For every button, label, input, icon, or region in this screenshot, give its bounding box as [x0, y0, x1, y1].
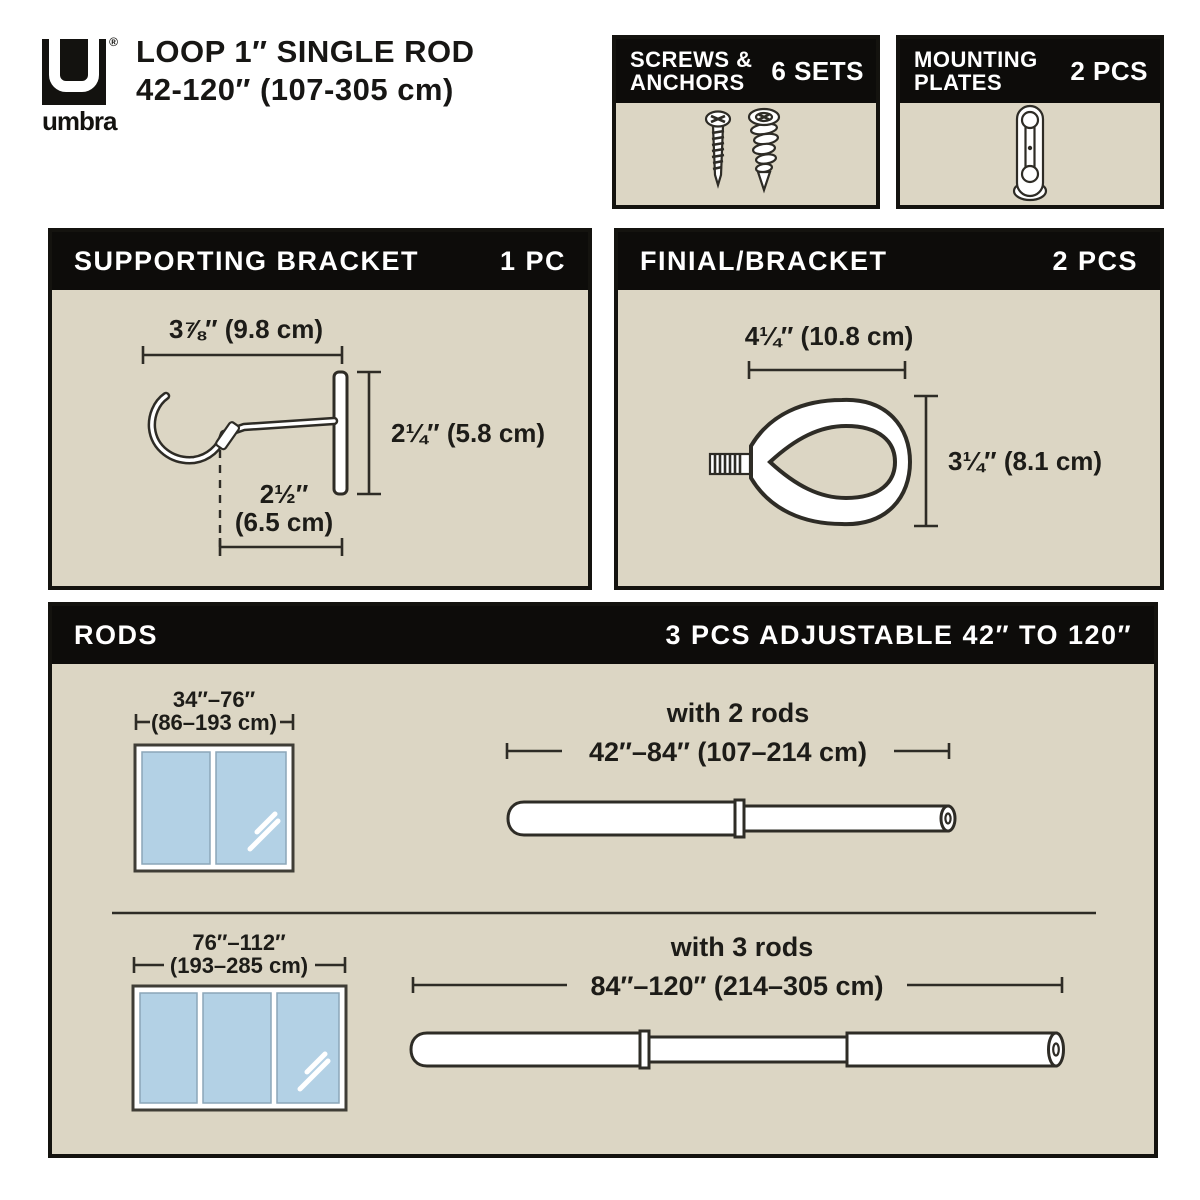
screws-anchors-illustration [616, 103, 876, 205]
mounting-plates-header [900, 39, 1160, 103]
finial-bracket-panel [614, 228, 1164, 590]
supporting-bracket-title: SUPPORTING BRACKET [74, 245, 420, 276]
finial-bracket-header [618, 232, 1160, 290]
screw-icon [706, 112, 730, 186]
three-rod-label: with 3 rods [670, 932, 814, 962]
screws-anchors-panel [612, 35, 880, 209]
rod-3pc-illustration [411, 1031, 1064, 1068]
window2-range-label: 76″–112″ [192, 930, 286, 955]
rods-title: RODS [74, 619, 159, 650]
finial-bracket-qty: 2 PCS [1052, 245, 1138, 276]
window1-range-label: 34″–76″ [172, 687, 256, 712]
rods-body [52, 664, 1154, 1154]
mounting-plates-panel [896, 35, 1164, 209]
screws-anchors-body [616, 103, 876, 205]
rods-panel [48, 602, 1158, 1158]
anchor-icon [749, 109, 779, 190]
mounting-plates-body [900, 103, 1160, 205]
finial-stud [710, 454, 750, 474]
screws-anchors-title: SCREWS & ANCHORS [630, 47, 753, 95]
finial-bracket-body [618, 290, 1160, 586]
umbra-brand-block [42, 34, 118, 137]
window1-range-cm-label: (86–193 cm) [151, 710, 277, 735]
screws-anchors-header [616, 39, 876, 103]
window-3-pane-illustration [133, 986, 346, 1110]
finial-bracket-title: FINIAL/BRACKET [640, 245, 888, 276]
mounting-plates-title: MOUNTING PLATES [914, 47, 1038, 95]
umbra-u-glyph [49, 39, 99, 92]
product-title-line1: LOOP 1″ SINGLE ROD [136, 34, 475, 69]
three-rod-range-label: 84″–120″ (214–305 cm) [590, 971, 884, 1001]
rods-diagram [52, 664, 1154, 1154]
two-rod-range-label: 42″–84″ (107–214 cm) [588, 737, 868, 767]
window2-range-cm-label: (193–285 cm) [169, 953, 309, 978]
two-rod-label: with 2 rods [666, 698, 810, 728]
window-2-pane-illustration [135, 745, 293, 871]
supporting-bracket-header [52, 232, 588, 290]
registered-trademark-symbol: ® [109, 35, 118, 49]
product-title-line2: 42-120″ (107-305 cm) [136, 72, 454, 107]
mounting-plate-icon [900, 103, 1160, 205]
bracket-width-dim-label: 3⅞″ (9.8 cm) [168, 314, 324, 344]
finial-diagram [618, 290, 1160, 586]
finial-height-dim-label: 3¼″ (8.1 cm) [948, 446, 1103, 476]
rods-qty: 3 PCS ADJUSTABLE 42″ TO 120″ [665, 619, 1132, 650]
umbra-logo-icon [42, 35, 118, 105]
bracket-offset-dim-line1: 2½″ [259, 479, 309, 509]
bracket-height-dim-label: 2¼″ (5.8 cm) [391, 418, 546, 448]
supporting-bracket-qty: 1 PC [499, 245, 566, 276]
supporting-bracket-diagram [52, 290, 588, 586]
screws-anchors-qty: 6 SETS [771, 55, 864, 86]
product-title [136, 33, 475, 109]
finial-width-dim-label: 4¼″ (10.8 cm) [744, 321, 914, 351]
finial-loop [751, 400, 910, 524]
mounting-plates-qty: 2 PCS [1070, 55, 1148, 86]
rod-2pc-illustration [508, 800, 955, 837]
supporting-bracket-panel [48, 228, 592, 590]
rods-header [52, 606, 1154, 664]
supporting-bracket-body [52, 290, 588, 586]
bracket-wall-plate [334, 372, 347, 494]
umbra-wordmark: umbra [42, 106, 117, 136]
bracket-hook-arm [152, 396, 334, 460]
bracket-offset-dim-line2: (6.5 cm) [234, 507, 334, 537]
